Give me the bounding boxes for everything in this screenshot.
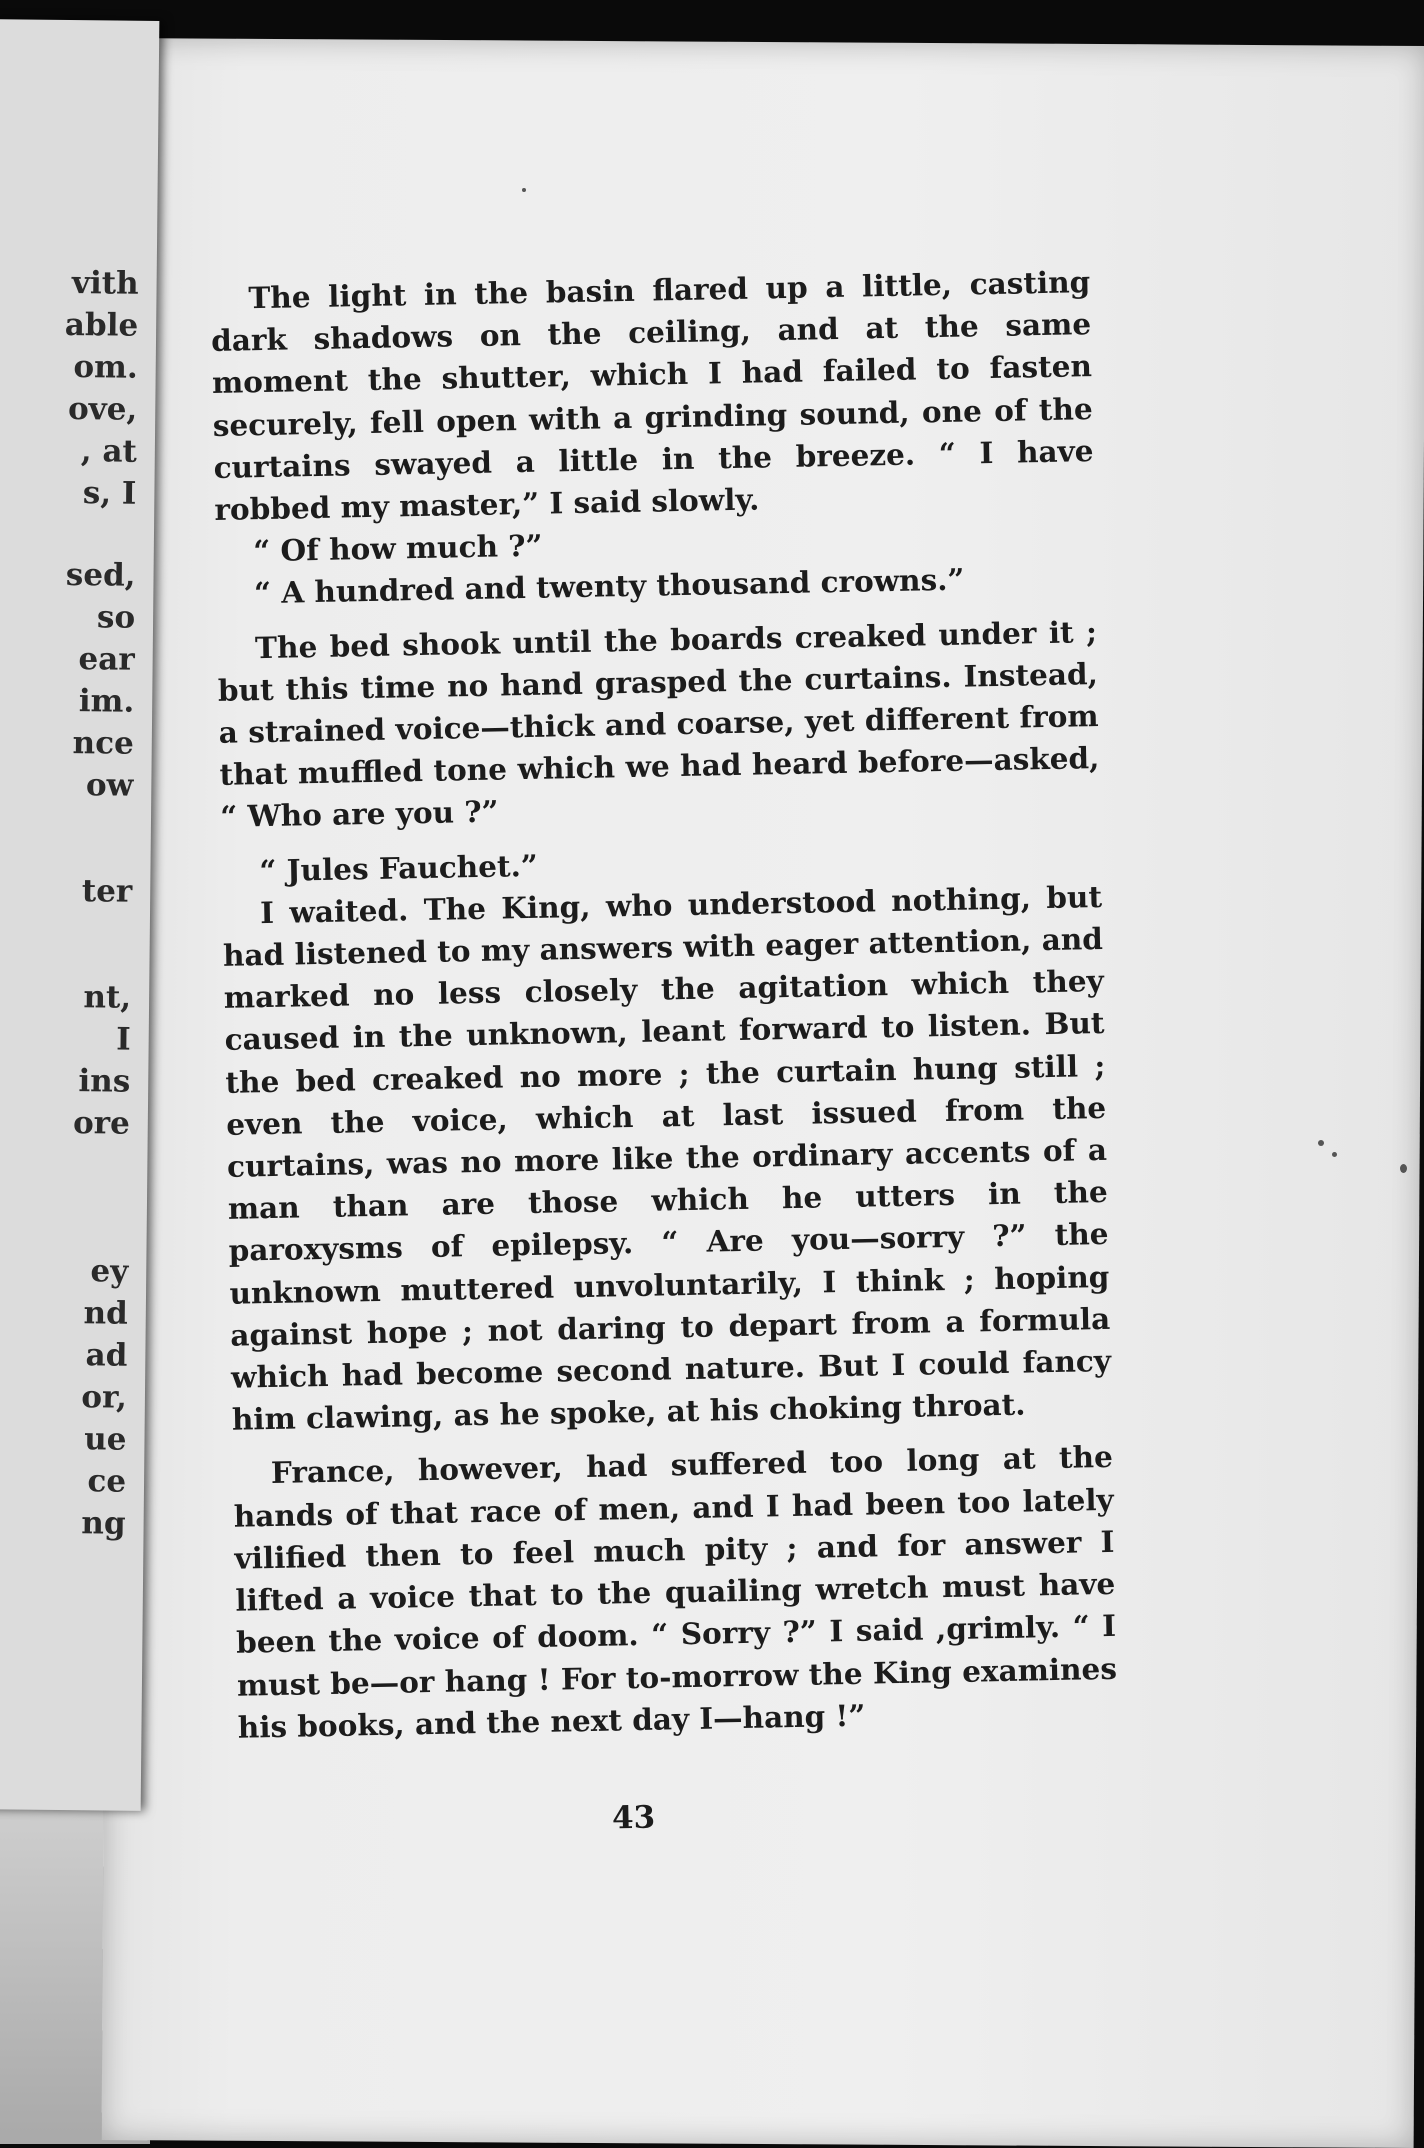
facing-page-fragment: vith bbox=[71, 265, 139, 302]
page-body-text bbox=[210, 261, 1118, 1749]
dust-speck bbox=[1318, 1140, 1324, 1146]
facing-page-fragment: ter bbox=[81, 873, 133, 910]
paragraph: “ A hundred and twenty thousand crowns.” bbox=[253, 561, 965, 611]
facing-page-fragment: ins bbox=[78, 1063, 131, 1100]
facing-page-fragment: ue bbox=[84, 1421, 127, 1458]
paragraph: I waited. The King, who understood nothing, but had listened to my answers with eager attention, and marked no less closely the agitation which they caused in the unknown, leant forward to listen. But the bed creaked no more ; the curtain hung still ; even the voice, which at last issued from the curtains, was no more like the ordinary accents of a man than are those which he utters in the paroxysms of epilepsy. “ Are you—sorry ?” the unknown muttered unvoluntarily, I think ; hoping against hope ; not daring to depart from a formula which had become second nature. But I could fancy him clawing, as he spoke, at his choking throat. bbox=[222, 878, 1112, 1438]
facing-page-fragment: nce bbox=[72, 725, 134, 762]
facing-page-fragment: nt, bbox=[83, 979, 132, 1016]
facing-page-fragment: nd bbox=[83, 1295, 129, 1332]
facing-page-fragment: ow bbox=[85, 767, 134, 804]
paragraph: “ Of how much ?” bbox=[252, 527, 543, 569]
facing-page-fragment: im. bbox=[78, 683, 135, 720]
facing-page-fragment: ce bbox=[87, 1463, 127, 1500]
paragraph: The light in the basin flared up a little, casting dark shadows on the ceiling, and at the same moment the shutter, which I had failed to fasten securely, fell open with a grinding sound, one of the curtains swayed a little in the breeze. “ I have robbed my master,” I said slowly. bbox=[210, 264, 1094, 527]
facing-page-fragment: ove, bbox=[67, 391, 138, 428]
facing-page-fragment: so bbox=[96, 599, 136, 636]
facing-page-fragment: , at bbox=[80, 433, 138, 470]
dust-speck bbox=[522, 188, 526, 192]
facing-page-fragment: ng bbox=[81, 1505, 126, 1542]
facing-page-fragment: able bbox=[64, 306, 139, 344]
paragraph: “ Jules Fauchet.” bbox=[259, 847, 539, 888]
facing-page-fragment: ore bbox=[72, 1105, 131, 1142]
facing-page-fragment: sed, bbox=[65, 556, 136, 594]
page-number: 43 bbox=[611, 1799, 656, 1837]
facing-page-fragment: or, bbox=[81, 1379, 128, 1416]
paragraph: The bed shook until the boards creaked under it ; but this time no hand grasped the curtains. Instead, a strained voice—thick and coarse, yet different from that muffled tone which we had heard before—asked, “ Who are you ?” bbox=[217, 613, 1100, 835]
facing-page-fragment: s, I bbox=[82, 475, 137, 512]
facing-page-fragment: ey bbox=[90, 1253, 129, 1290]
dust-speck bbox=[1400, 1164, 1407, 1173]
paragraph: France, however, had suffered too long at the hands of that race of men, and I had been too lately vilified then to feel much pity ; and for answer I lifted a voice that to the quailing wretch must have been the voice of doom. “ Sorry ?” I said ,grimly. “ I must be—or hang ! For to-morrow the King examines his books, and the next day I—hang !” bbox=[233, 1439, 1118, 1745]
facing-page-fragment: ear bbox=[78, 641, 135, 678]
dust-speck bbox=[1332, 1152, 1337, 1157]
facing-page-edge bbox=[0, 19, 159, 1811]
facing-page-fragment: ad bbox=[85, 1337, 128, 1374]
facing-page-fragment: om. bbox=[73, 349, 138, 386]
facing-page-fragment: I bbox=[115, 1021, 131, 1058]
